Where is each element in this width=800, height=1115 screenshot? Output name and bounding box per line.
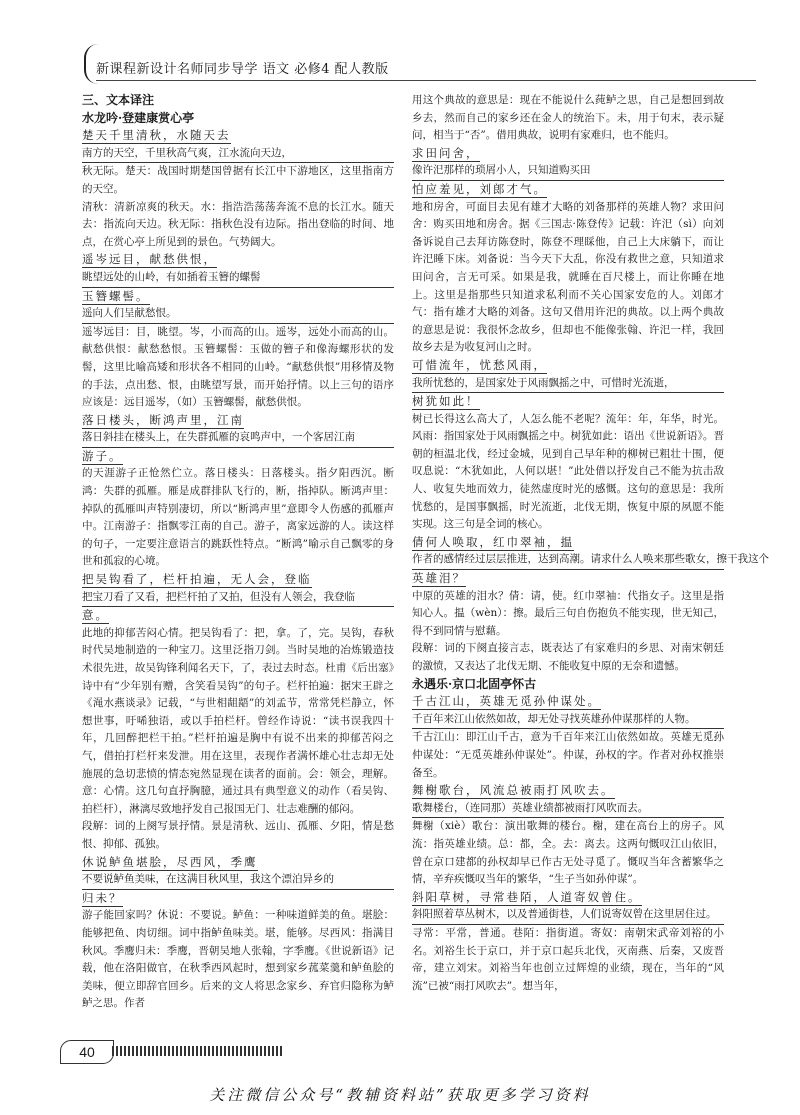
translation-line: 南方的天空，千里秋高气爽，江水流向天边， xyxy=(82,145,394,164)
poem-line xyxy=(82,890,394,908)
poem-line-text: 意。 xyxy=(82,608,109,623)
translation-line: 我所忧愁的，是国家处于风雨飘摇之中，可惜时光流逝， xyxy=(412,375,724,394)
right-column xyxy=(412,92,769,995)
poem-line-text: 斜阳草树，寻常巷陌，人道寄奴曾住。 xyxy=(412,889,642,904)
poem-line xyxy=(412,889,724,907)
poem-line xyxy=(82,571,394,589)
left-column-body xyxy=(82,127,394,1013)
translation-line: 眺望远处的山岭，有如插着玉簪的螺髻 xyxy=(82,269,394,288)
translation-line: 作者的感情经过层层推进，达到高潮。请求什么人唤来那些歌女，擦干我这个 xyxy=(412,551,724,570)
poem-line-text: 休说鲈鱼堪脍，尽西风，季鹰 xyxy=(82,854,258,869)
poem-line xyxy=(412,570,724,588)
poem-line xyxy=(412,693,724,711)
annotation-paragraph: 秋无际。楚天：战国时期楚国曾据有长江中下游地区，这里指南方的天空。 xyxy=(82,165,394,195)
poem-line xyxy=(82,288,394,306)
poem-line xyxy=(412,393,724,411)
page-number: 40 xyxy=(60,1040,114,1064)
poem-line-text: 求田问舍， xyxy=(412,145,480,160)
poem-line-text: 倩何人唤取，红巾翠袖，揾 xyxy=(412,534,574,549)
poem-line-text: 怕应羞见，刘郎才气。 xyxy=(412,181,547,196)
poem-line-text: 楚天千里清秋，水随天去 xyxy=(82,128,231,143)
header-divider xyxy=(96,80,756,81)
poem-line-text: 玉簪螺髻。 xyxy=(82,288,150,303)
poem-line-text: 千古江山，英雄无觅孙仲谋处。 xyxy=(412,694,601,709)
poem-line xyxy=(412,534,724,552)
running-header: 新课程新设计名师同步导学 语文 必修4 配人教版 xyxy=(96,62,389,77)
poem-line xyxy=(82,251,394,269)
poem-line xyxy=(412,357,724,375)
poem-line xyxy=(82,448,394,466)
poem-line-text: 归未？ xyxy=(82,890,123,905)
translation-line: 歌舞楼台，（连同那）英雄业绩都被雨打风吹而去。 xyxy=(412,800,724,819)
page-number-decoration xyxy=(112,1046,282,1056)
annotation-paragraph: 此地的抑郁苦闷心情。把吴钩看了：把，拿。了，完。吴钩，春秋时代吴地制造的一种宝刀。这里泛指刀剑。当时吴地的冶炼锻造技术很先进，故吴钩锋利闻名天下，了，表过去时态。杜甫《后出塞》诗中有“少年别有赠，含笑看吴钩”的句子。栏杆拍遍：据宋王辟之《渑水燕谈录》记载，“与世相龃龉”的刘孟节，常常凭栏静立，怀想世事，吁唏独语，或以手拍栏杆。曾经作诗说：“读书误我四十年，几回醉把栏干拍。”栏杆拍遍是胸中有说不出来的抑郁苦闷之气，借拍打栏杆来发泄。用在这里，表现作者满怀雄心壮志却无处施展的急切悲愤的情态宛然显现在读者的面前。会：领会，理解。意：心情。这几句直抒胸臆，通过具有典型意义的动作（看吴钩、拍栏杆），淋漓尽致地抒发自己报国无门、壮志难酬的郁闷。 xyxy=(82,626,394,815)
section-heading: 三、文本译注 xyxy=(82,93,155,107)
poem-line xyxy=(412,782,724,800)
annotation-paragraph: 中原的英雄的泪水？倩：请，使。红巾翠袖：代指女子。这里是指知心人。揾（wèn）：擦。最后三句自伤抱负不能实现，世无知己，得不到同情与慰藉。 xyxy=(412,589,724,637)
translation-line: 不要说鲈鱼美味，在这满目秋风里，我这个漂泊异乡的 xyxy=(82,871,394,890)
left-column xyxy=(82,92,394,1013)
annotation-paragraph: 舞榭（xiè）歌台：演出歌舞的楼台。榭，建在高台上的房子。风流：指英雄业绩。总：都，全。去：离去。这两句慨叹江山依旧，曾在京口建都的孙权却早已作古无处寻觅了。慨叹当年含蓄繁华之情，辛弃疾慨叹当年的繁华，“生子当如孙仲谋”。 xyxy=(412,820,724,886)
poem-line xyxy=(412,181,724,199)
poem-line-text: 游子。 xyxy=(82,448,123,463)
right-column-body xyxy=(412,92,769,995)
translation-line: 斜阳照着草丛树木，以及普通街巷，人们说寄奴曾在这里居住过。 xyxy=(412,906,724,925)
translation-line: 遥向人们呈献愁恨。 xyxy=(82,305,394,324)
annotation-paragraph: 遥岑远目：目，眺望。岑，小而高的山。遥岑，远处小而高的山。献愁供恨：献愁愁恨。玉簪螺髻：玉做的簪子和像海螺形状的发髻，这里比喻高矮和形状各不相同的山岭。“献愁供恨”用移情及物的手法，点出愁、恨，由眺望写景，而开始抒情。以上三句的语序应该是：远目遥岑，（如）玉簪螺髻，献愁供恨。 xyxy=(82,325,394,409)
poem-line-text: 英雄泪？ xyxy=(412,571,466,586)
translation-line: 落日斜挂在楼头上，在失群孤雁的哀鸣声中，一个客居江南 xyxy=(82,429,394,448)
poem-line-text: 落日楼头，断鸿声里，江南 xyxy=(82,412,244,427)
annotation-paragraph: 树已长得这么高大了，人怎么能不老呢？流年：年，年华，时光。风雨：指国家处于风雨飘摇之中。树犹如此：语出《世说新语》。晋朝的桓温北伐，经过金城，见到自己早年种的柳树已粗壮十围，便叹息说：“木犹如此，人何以堪！”此处借以抒发自己不能为抗击敌人、收复失地而效力，徒然虚度时光的感慨。这句的意思是：我所忧愁的，是国事飘摇，时光流逝，北伐无期，恢复中原的夙愿不能实现。这三句是全词的核心。 xyxy=(412,412,724,531)
annotation-paragraph: 寻常：平常，普通。巷陌：指街道。寄奴：南朝宋武帝刘裕的小名。刘裕生长于京口，并于京口起兵北伐，灭南燕、后秦，又废晋帝，建立刘宋。刘裕当年也创立过辉煌的业绩，现在，当年的“风流”已被“雨打风吹去”。想当年， xyxy=(412,926,724,992)
translation-line: 像许汜那样的琐屑小人，只知道购买田 xyxy=(412,162,724,181)
poem-line xyxy=(82,854,394,872)
poem-line-text: 舞榭歌台，风流总被雨打风吹去。 xyxy=(412,783,615,798)
annotation-paragraph: 地和房舍，可面目去见有雄才大略的刘备那样的英雄人物？求田问舍：购买田地和房舍。据《三国志·陈登传》记载：许汜（sì）向刘备诉说自己去拜访陈登时，陈登不理睬他，自己上大床躺下，而让许汜睡下床。刘备说：当今天下大乱，你没有救世之意，只知道求田问舍，言无可采。如果是我，就睡在百尺楼上，而让你睡在地上。这里是指那些只知道求私利而不关心国家安危的人。刘郎才气：指有雄才大略的刘备。这句又借用许汜的典故。以上两个典故的意思是说：我很怀念故乡，但却也不能像张翰、许汜一样，我回故乡去是为收复河山之时。 xyxy=(412,200,724,354)
poem-title: 永遇乐·京口北固亭怀古 xyxy=(412,676,537,691)
poem-line-text: 遥岑远目，献愁供恨， xyxy=(82,252,217,267)
annotation-paragraph: 清秋：清新凉爽的秋天。水：指浩浩荡荡奔流不息的长江水。随天去：指流向天边。秋无际：指秋色没有边际。指出登临的时间、地点，在赏心亭上所见到的景色。气势阔大。 xyxy=(82,200,394,248)
poem-line xyxy=(412,145,724,163)
poem-line xyxy=(82,127,394,145)
footer-watermark: 关注微信公众号“教辅资料站”获取更多学习资料 xyxy=(209,1086,591,1104)
poem-title: 水龙吟·登建康赏心亭 xyxy=(82,110,195,125)
poem-line-text: 树犹如此！ xyxy=(412,394,480,409)
poem-line xyxy=(82,412,394,430)
annotation-paragraph: 游子能回家吗？休说：不要说。鲈鱼：一种味道鲜美的鱼。堪脍：能够把鱼、肉切细。词中指鲈鱼味美。堪，能够。尽西风：指满目秋风。季鹰归未：季鹰，晋朝吴地人张翰，字季鹰。《世说新语》记载，他在洛阳做官，在秋季西风起时，想到家乡菰菜羹和鲈鱼脍的美味，便立即辞官回乡。后来的文人将思念家乡、弃官归隐称为鲈鲈之思。作者 xyxy=(82,909,394,1010)
annotation-paragraph: 的天涯游子正怆然伫立。落日楼头：日落楼头。指夕阳西沉。断鸿：失群的孤雁。雁是成群排队飞行的，断，指掉队。断鸿声里：掉队的孤雁叫声特别凄切，所以“断鸿声里”意即令人伤感的孤雁声中。江南游子：指飘零江南的自己。游子，离家远游的人。读这样的句子，一定要注意语言的跳跃性特点。“断鸿”喻示自己飘零的身世和孤寂的心境。 xyxy=(82,467,394,568)
translation-line: 把宝刀看了又看，把栏杆拍了又拍，但没有人领会，我登临 xyxy=(82,589,394,608)
annotation-paragraph: 用这个典故的意思是：现在不能说什么莼鲈之思，自己是想回到故乡去，然而自己的家乡还在金人的统治下。未，用于句末，表示疑问，相当于“否”。借用典故，说明有家难归，也不能归。 xyxy=(412,94,724,142)
poem-line xyxy=(82,607,394,625)
annotation-paragraph: 段解：词的上阕写景抒情。景是清秋、远山、孤雁、夕阳，情是愁恨、抑郁、孤独。 xyxy=(82,820,394,850)
translation-line: 千百年来江山依然如故，却无处寻找英雄孙仲谋那样的人物。 xyxy=(412,711,724,730)
annotation-paragraph: 段解：词的下阕直接言志，既表达了有家难归的乡思、对南宋朝廷的激愤，又表达了北伐无期、不能收复中原的无奈和遗憾。 xyxy=(412,642,724,672)
poem-line-text: 把吴钩看了，栏杆拍遍，无人会，登临 xyxy=(82,572,312,587)
poem-line-text: 可惜流年，忧愁风雨， xyxy=(412,357,547,372)
annotation-paragraph: 千古江山：即江山千古，意为千百年来江山依然如故。英雄无觅孙仲谋处：“无觅英雄孙仲谋处”。仲谋，孙权的字。作者对孙权推崇备至。 xyxy=(412,731,724,779)
